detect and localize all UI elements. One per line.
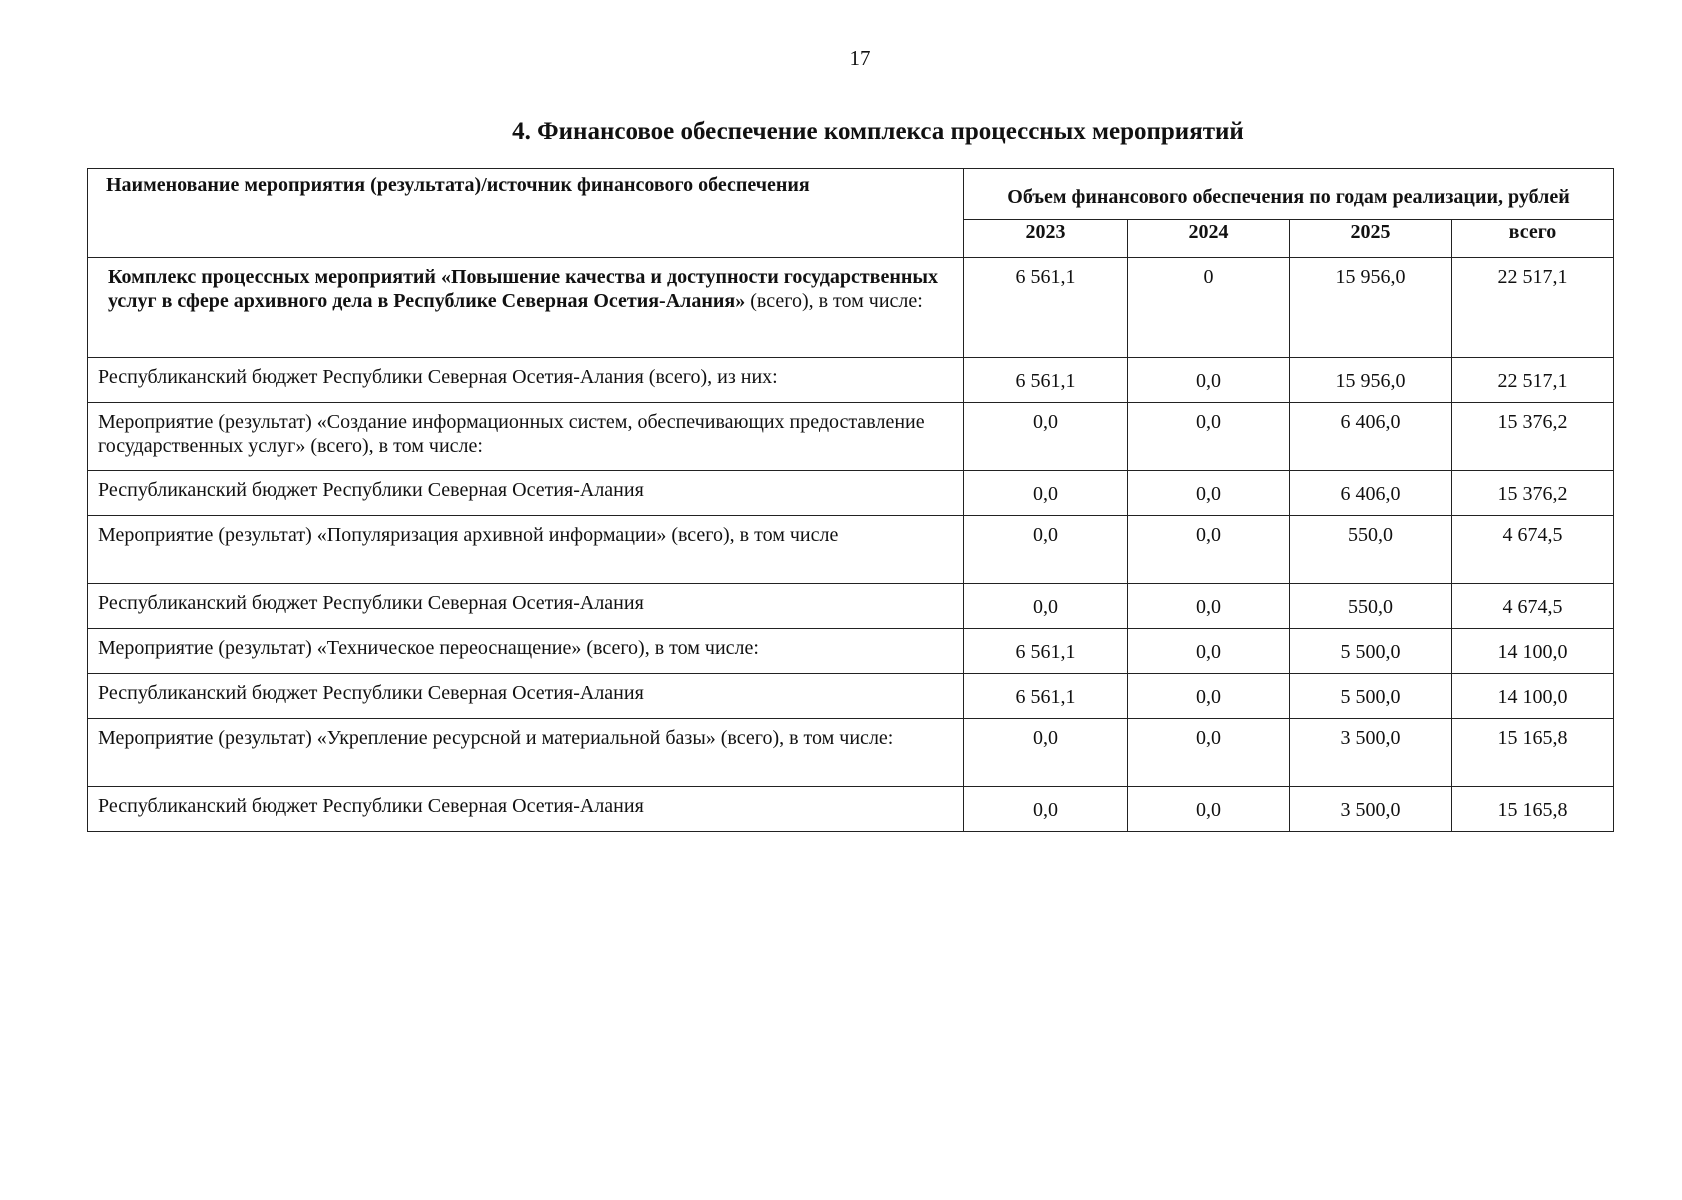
- table-row: [88, 358, 1614, 403]
- value-2023: 0,0: [964, 516, 1128, 584]
- value-2025: 5 500,0: [1290, 674, 1452, 719]
- value-2024: 0,0: [1128, 719, 1290, 787]
- value-2025: 550,0: [1290, 516, 1452, 584]
- year-header-total: всего: [1452, 220, 1614, 258]
- row-label: [88, 403, 964, 471]
- value-total: 14 100,0: [1452, 674, 1614, 719]
- value-2025: 6 406,0: [1290, 471, 1452, 516]
- year-header-2023: 2023: [964, 220, 1128, 258]
- value-2024: 0,0: [1128, 787, 1290, 832]
- page-number: 17: [849, 46, 871, 70]
- column-header-volume: Объем финансового обеспечения по годам реализации, рублей: [964, 169, 1614, 220]
- value-2023: 0,0: [964, 787, 1128, 832]
- row-label: [88, 719, 964, 787]
- row-label-tail: Республиканский бюджет Республики Северная Осетия-Алания (всего), из них:: [98, 366, 778, 388]
- value-2025: 5 500,0: [1290, 629, 1452, 674]
- value-2023: 6 561,1: [964, 258, 1128, 358]
- table-row: [88, 471, 1614, 516]
- section-title: 4. Финансовое обеспечение комплекса процессных мероприятий: [512, 118, 1244, 145]
- row-label: [88, 674, 964, 719]
- value-2023: 0,0: [964, 471, 1128, 516]
- value-2024: 0,0: [1128, 403, 1290, 471]
- value-total: 4 674,5: [1452, 584, 1614, 629]
- value-total: 15 165,8: [1452, 719, 1614, 787]
- value-2023: 0,0: [964, 719, 1128, 787]
- year-header-2024: 2024: [1128, 220, 1290, 258]
- row-label: [88, 516, 964, 584]
- row-label-tail: Республиканский бюджет Республики Северная Осетия-Алания: [98, 682, 644, 704]
- table-row: [88, 584, 1614, 629]
- value-2023: 0,0: [964, 584, 1128, 629]
- row-label-tail: Мероприятие (результат) «Укрепление ресурсной и материальной базы» (всего), в том числе:: [98, 727, 894, 749]
- value-2025: 3 500,0: [1290, 719, 1452, 787]
- value-2023: 0,0: [964, 403, 1128, 471]
- row-label: [88, 258, 964, 358]
- value-total: 22 517,1: [1452, 358, 1614, 403]
- value-2025: 15 956,0: [1290, 258, 1452, 358]
- value-2025: 15 956,0: [1290, 358, 1452, 403]
- row-label-tail: (всего), в том числе:: [745, 290, 923, 312]
- value-2023: 6 561,1: [964, 629, 1128, 674]
- value-total: 4 674,5: [1452, 516, 1614, 584]
- value-total: 14 100,0: [1452, 629, 1614, 674]
- table-row: [88, 629, 1614, 674]
- value-total: 15 376,2: [1452, 471, 1614, 516]
- table-row: [88, 719, 1614, 787]
- value-total: 15 376,2: [1452, 403, 1614, 471]
- table-row: [88, 516, 1614, 584]
- row-label: [88, 471, 964, 516]
- column-header-name: Наименование мероприятия (результата)/источник финансового обеспечения: [88, 169, 964, 258]
- row-label: [88, 584, 964, 629]
- table-row: [88, 674, 1614, 719]
- value-2023: 6 561,1: [964, 674, 1128, 719]
- row-label-tail: Мероприятие (результат) «Популяризация архивной информации» (всего), в том числе: [98, 524, 839, 546]
- table-row: [88, 787, 1614, 832]
- value-2025: 6 406,0: [1290, 403, 1452, 471]
- row-label: [88, 629, 964, 674]
- row-label-bold: Комплекс процессных мероприятий «Повышение качества и доступности государственных услуг в сфере архивного дела в Республике Северная Осетия-Алания»: [108, 266, 938, 312]
- row-label-tail: Республиканский бюджет Республики Северная Осетия-Алания: [98, 795, 644, 817]
- value-2023: 6 561,1: [964, 358, 1128, 403]
- row-label-tail: Мероприятие (результат) «Создание информационных систем, обеспечивающих предоставление государственных услуг» (всего), в том числе:: [98, 411, 925, 457]
- value-2024: 0: [1128, 258, 1290, 358]
- table-row: [88, 403, 1614, 471]
- year-header-2025: 2025: [1290, 220, 1452, 258]
- row-label-tail: Мероприятие (результат) «Техническое переоснащение» (всего), в том числе:: [98, 637, 759, 659]
- value-2025: 3 500,0: [1290, 787, 1452, 832]
- value-2024: 0,0: [1128, 516, 1290, 584]
- financing-table: [87, 168, 1614, 832]
- value-2024: 0,0: [1128, 674, 1290, 719]
- value-total: 15 165,8: [1452, 787, 1614, 832]
- value-2024: 0,0: [1128, 584, 1290, 629]
- value-2025: 550,0: [1290, 584, 1452, 629]
- row-label: [88, 358, 964, 403]
- value-2024: 0,0: [1128, 358, 1290, 403]
- table-header-row: [88, 169, 1614, 220]
- value-2024: 0,0: [1128, 629, 1290, 674]
- row-label: [88, 787, 964, 832]
- row-label-tail: Республиканский бюджет Республики Северная Осетия-Алания: [98, 479, 644, 501]
- table-row: [88, 258, 1614, 358]
- value-2024: 0,0: [1128, 471, 1290, 516]
- value-total: 22 517,1: [1452, 258, 1614, 358]
- row-label-tail: Республиканский бюджет Республики Северная Осетия-Алания: [98, 592, 644, 614]
